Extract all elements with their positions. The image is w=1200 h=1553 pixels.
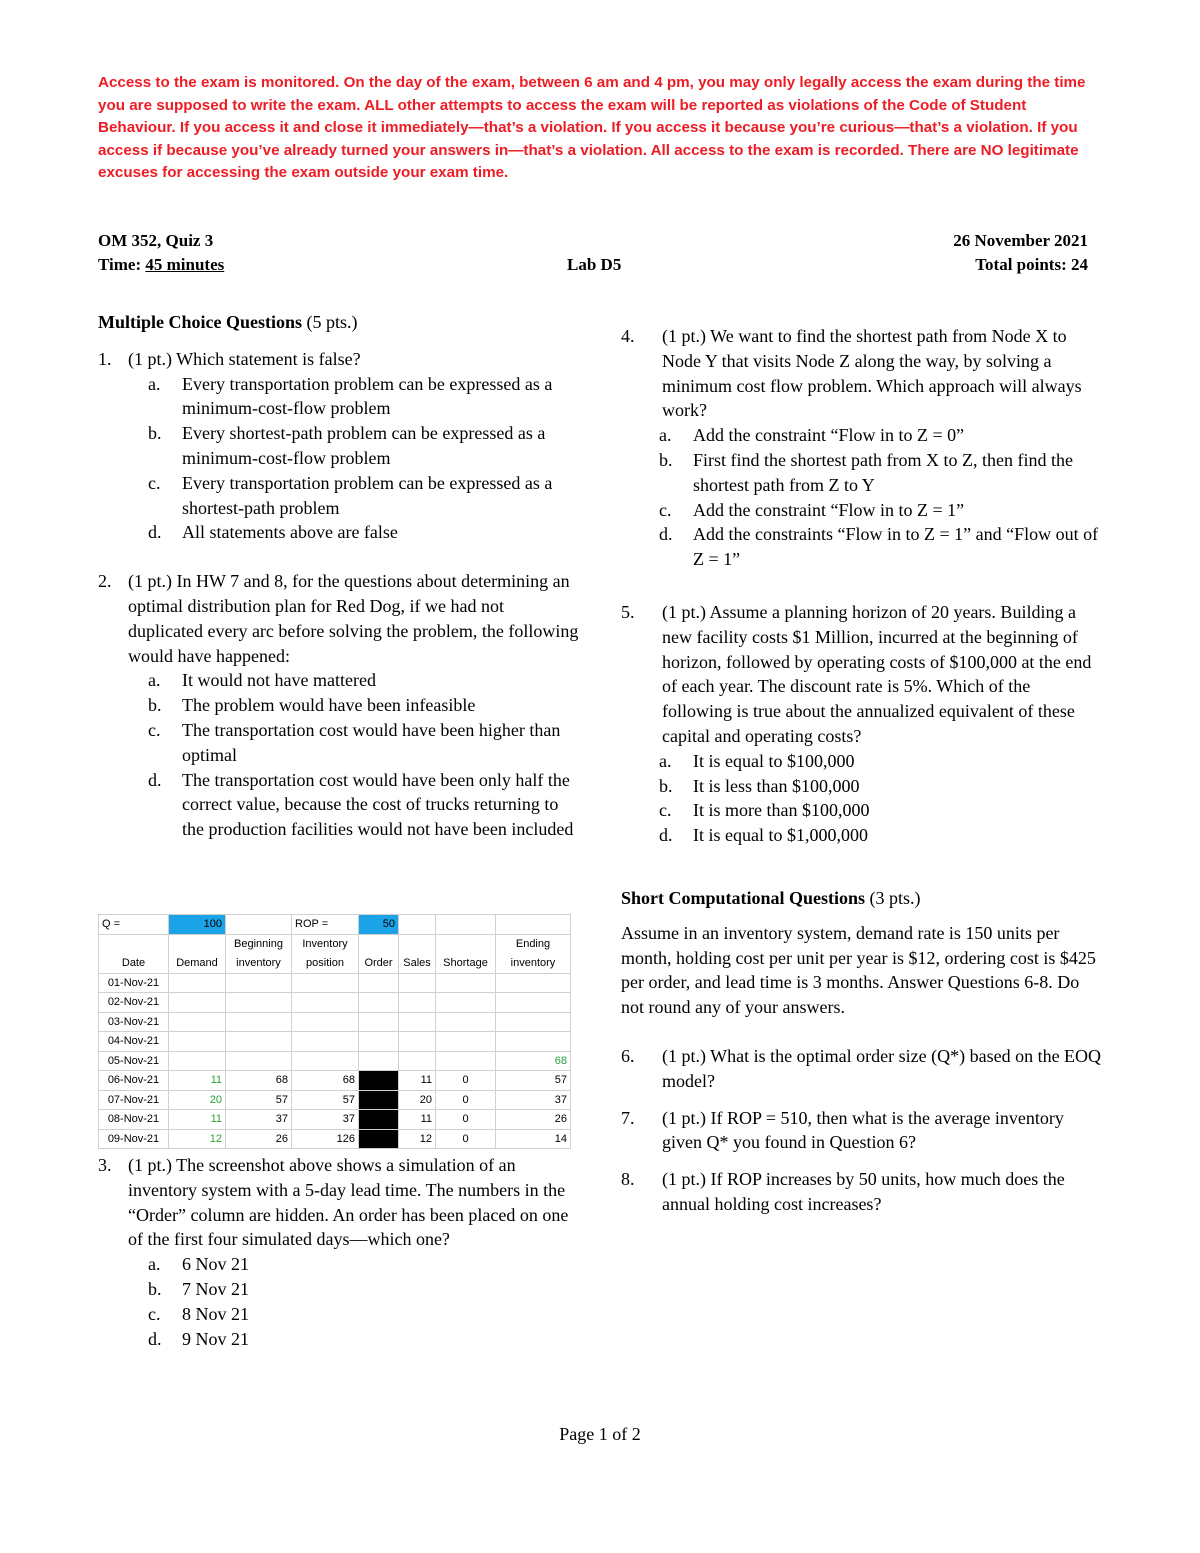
col-header: Date <box>99 934 169 973</box>
option-text: Every shortest-path problem can be expressed as a minimum-cost-flow problem <box>182 423 546 468</box>
page-number: Page 1 of 2 <box>559 1424 641 1444</box>
question-2-options <box>98 668 583 842</box>
col-header: Ending inventory <box>496 934 571 973</box>
sim-cell-end: 37 <box>496 1090 571 1110</box>
question-5 <box>621 600 1103 749</box>
option-letter: d. <box>148 769 162 790</box>
option-letter: a. <box>148 1254 161 1275</box>
sim-cell-end <box>496 1032 571 1052</box>
question-1 <box>98 347 583 372</box>
sim-cell-date: 08-Nov-21 <box>99 1110 169 1130</box>
exam-access-warning: Access to the exam is monitored. On the day of the exam, between 6 am and 4 pm, you may only legally access the exam during the time you are supposed to write the exam. ALL other attempts to access the exam will be reported as violations of the Code of Student Behaviour. If you access it and close it immediately—that’s a violation. If you access it because you’re curious—that’s a violation. If you access if because you’ve already turned your answers in—that’s a violation. All access to the exam is recorded. There are NO legitimate excuses for accessing the exam outside your exam time. <box>98 74 1086 182</box>
sim-cell-begin <box>226 1051 292 1071</box>
right-column <box>621 324 1103 1217</box>
sim-cell-begin <box>226 1012 292 1032</box>
option-text: Every transportation problem can be expressed as a shortest-path problem <box>182 472 553 518</box>
question-number: 3. <box>98 1155 112 1175</box>
sim-cell-begin <box>226 1032 292 1052</box>
order-cell-hidden <box>359 1012 399 1032</box>
question-number: 8. <box>621 1169 635 1190</box>
sim-cell-sales <box>399 973 436 993</box>
sim-cell-begin <box>226 973 292 993</box>
course-title: OM 352, Quiz 3 <box>98 231 214 250</box>
sim-cell-date: 03-Nov-21 <box>99 1012 169 1032</box>
sim-cell-short <box>436 993 496 1013</box>
option-letter: b. <box>148 1278 162 1299</box>
option-a <box>98 1252 583 1277</box>
sim-cell-demand <box>169 973 226 993</box>
question-text: (1 pt.) The screenshot above shows a simulation of an inventory system with a 5-day lead time. The numbers in the “Order” column are hidden. An order has been placed on one of the first four simulated days—which one? <box>128 1155 569 1250</box>
option-text: 8 Nov 21 <box>182 1303 249 1324</box>
option-c <box>98 471 583 521</box>
question-number: 1. <box>98 348 112 369</box>
option-a <box>621 749 1103 774</box>
option-c <box>98 1302 583 1327</box>
option-text: Every transportation problem can be expressed as a minimum-cost-flow problem <box>182 373 553 419</box>
sim-cell-sales <box>399 1012 436 1032</box>
option-c <box>621 798 1103 823</box>
quiz-date: 26 November 2021 <box>953 231 1088 250</box>
option-c <box>98 718 583 768</box>
option-text: 9 Nov 21 <box>182 1328 249 1349</box>
question-number: 4. <box>621 326 635 346</box>
q-label: Q = <box>99 915 169 935</box>
question-6 <box>621 1044 1103 1094</box>
sim-cell-demand: 11 <box>169 1110 226 1130</box>
sim-cell-pos <box>292 1012 359 1032</box>
option-text: 7 Nov 21 <box>182 1278 249 1299</box>
sim-cell-begin: 26 <box>226 1129 292 1149</box>
sim-cell-demand <box>169 1032 226 1052</box>
question-text: (1 pt.) In HW 7 and 8, for the questions about determining an optimal distribution plan for Red Dog, if we had not duplicated every arc before solving the problem, the following would have happened: <box>128 571 579 666</box>
option-a <box>98 372 583 422</box>
option-letter: a. <box>148 373 161 394</box>
sim-cell-end: 57 <box>496 1071 571 1091</box>
option-b <box>621 448 1103 498</box>
option-c <box>621 498 1103 523</box>
option-d <box>98 1327 583 1352</box>
sim-cell-sales: 11 <box>399 1110 436 1130</box>
order-cell-hidden <box>359 1051 399 1071</box>
sim-cell-date: 07-Nov-21 <box>99 1090 169 1110</box>
sim-row <box>99 1071 571 1091</box>
sim-row <box>99 1032 571 1052</box>
question-text: (1 pt.) If ROP increases by 50 units, how much does the annual holding cost increases? <box>662 1169 1065 1214</box>
mc-title: Multiple Choice Questions <box>98 312 303 332</box>
option-letter: d. <box>148 1328 162 1349</box>
question-2 <box>98 569 583 668</box>
option-b <box>98 1277 583 1302</box>
question-3-options <box>98 1252 583 1351</box>
option-text: 6 Nov 21 <box>182 1254 249 1275</box>
sim-cell-short <box>436 973 496 993</box>
col-header: Beginning inventory <box>226 934 292 973</box>
sim-cell-begin <box>226 993 292 1013</box>
option-letter: b. <box>659 775 673 796</box>
sim-row <box>99 993 571 1013</box>
option-text: It would not have mattered <box>182 670 376 691</box>
sim-cell-demand <box>169 993 226 1013</box>
option-letter: a. <box>148 670 161 691</box>
sim-cell-end <box>496 973 571 993</box>
sim-cell-sales <box>399 993 436 1013</box>
lab-section: Lab D5 <box>567 255 622 274</box>
option-text: First find the shortest path from X to Z, then find the shortest path from Z to Y <box>693 449 1073 495</box>
option-letter: d. <box>659 524 673 545</box>
question-1-options <box>98 372 583 546</box>
option-text: Add the constraint “Flow in to Z = 1” <box>693 499 965 520</box>
sim-cell-pos <box>292 1051 359 1071</box>
sim-cell-demand: 11 <box>169 1071 226 1091</box>
rop-value: 50 <box>359 915 399 935</box>
sim-row <box>99 1090 571 1110</box>
question-number: 2. <box>98 571 112 592</box>
question-7 <box>621 1106 1103 1156</box>
sim-cell-pos: 57 <box>292 1090 359 1110</box>
sim-cell-demand <box>169 1051 226 1071</box>
sim-cell-date: 05-Nov-21 <box>99 1051 169 1071</box>
sim-cell-date: 02-Nov-21 <box>99 993 169 1013</box>
sim-header-row <box>99 934 571 973</box>
order-cell-hidden <box>359 1071 399 1091</box>
option-text: The transportation cost would have been higher than optimal <box>182 719 561 765</box>
sim-cell-sales: 11 <box>399 1071 436 1091</box>
inventory-simulation-table <box>98 914 571 1149</box>
sim-row <box>99 1110 571 1130</box>
option-d <box>621 522 1103 572</box>
option-text: Add the constraints “Flow in to Z = 1” and “Flow out of Z = 1” <box>693 524 1099 570</box>
sim-cell-end <box>496 1012 571 1032</box>
option-letter: b. <box>659 449 673 470</box>
option-text: It is equal to $100,000 <box>693 750 855 771</box>
option-text: It is more than $100,000 <box>693 800 870 821</box>
question-number: 7. <box>621 1107 635 1128</box>
option-letter: d. <box>659 825 673 846</box>
sim-cell-sales <box>399 1032 436 1052</box>
sim-cell-short: 0 <box>436 1090 496 1110</box>
sim-cell-end <box>496 993 571 1013</box>
sc-title: Short Computational Questions <box>621 887 866 908</box>
sim-cell-date: 06-Nov-21 <box>99 1071 169 1091</box>
option-d <box>621 823 1103 848</box>
rop-label: ROP = <box>292 915 359 935</box>
sim-cell-pos: 68 <box>292 1071 359 1091</box>
left-column-top <box>98 310 583 842</box>
col-header: Demand <box>169 934 226 973</box>
option-letter: d. <box>148 522 162 543</box>
order-cell-hidden <box>359 1129 399 1149</box>
option-letter: c. <box>148 472 161 493</box>
option-text: It is equal to $1,000,000 <box>693 825 868 846</box>
sim-cell-sales <box>399 1051 436 1071</box>
option-b <box>621 774 1103 799</box>
mc-points: (5 pts.) <box>302 312 358 332</box>
option-letter: c. <box>659 499 672 520</box>
option-a <box>621 423 1103 448</box>
sim-cell-begin: 68 <box>226 1071 292 1091</box>
sc-section-heading <box>621 886 1103 911</box>
question-number: 5. <box>621 601 635 622</box>
sim-cell-sales: 12 <box>399 1129 436 1149</box>
sim-cell-short: 0 <box>436 1129 496 1149</box>
option-letter: a. <box>659 425 672 446</box>
option-letter: c. <box>659 800 672 821</box>
sim-cell-begin: 37 <box>226 1110 292 1130</box>
sim-cell-demand <box>169 1012 226 1032</box>
sim-row <box>99 973 571 993</box>
option-text: The transportation cost would have been only half the correct value, because the cost of trucks returning to the production facilities would not have been included <box>182 769 574 840</box>
sim-cell-short <box>436 1051 496 1071</box>
col-header: Inventory position <box>292 934 359 973</box>
sim-cell-pos: 37 <box>292 1110 359 1130</box>
order-cell-hidden <box>359 1032 399 1052</box>
sim-cell-short <box>436 1032 496 1052</box>
sim-cell-pos <box>292 1032 359 1052</box>
question-8 <box>621 1167 1103 1217</box>
sim-cell-pos: 126 <box>292 1129 359 1149</box>
question-4 <box>621 324 1103 423</box>
option-letter: c. <box>148 1303 161 1324</box>
option-text: All statements above are false <box>182 522 398 543</box>
col-header: Shortage <box>436 934 496 973</box>
option-text: It is less than $100,000 <box>693 775 860 796</box>
option-letter: b. <box>148 695 162 716</box>
option-d <box>98 520 583 545</box>
sim-cell-demand: 12 <box>169 1129 226 1149</box>
sim-cell-end: 14 <box>496 1129 571 1149</box>
order-cell-hidden <box>359 1090 399 1110</box>
sim-cell-short: 0 <box>436 1071 496 1091</box>
option-b <box>98 421 583 471</box>
question-4-options <box>621 423 1103 572</box>
time-value: 45 minutes <box>145 255 225 274</box>
sim-cell-end: 68 <box>496 1051 571 1071</box>
option-d <box>98 768 583 842</box>
sim-cell-date: 04-Nov-21 <box>99 1032 169 1052</box>
sim-cell-short <box>436 1012 496 1032</box>
sim-cell-short: 0 <box>436 1110 496 1130</box>
sim-params-row <box>99 915 571 935</box>
question-number: 6. <box>621 1045 635 1066</box>
option-letter: c. <box>148 719 161 740</box>
q-value: 100 <box>169 915 226 935</box>
sim-row <box>99 1051 571 1071</box>
sim-cell-sales: 20 <box>399 1090 436 1110</box>
option-b <box>98 693 583 718</box>
question-text: (1 pt.) Assume a planning horizon of 20 years. Building a new facility costs $1 Million, incurred at the beginning of horizon, followed by operating costs of $100,000 at the end of each year. The discount rate is 5%. Which of the following is true about the annualized equivalent of these capital and operating costs? <box>662 601 1092 746</box>
sim-row <box>99 1129 571 1149</box>
col-header: Order <box>359 934 399 973</box>
sim-cell-pos <box>292 993 359 1013</box>
question-text: (1 pt.) If ROP = 510, then what is the average inventory given Q* you found in Question 6? <box>662 1107 1064 1153</box>
sim-row <box>99 1012 571 1032</box>
question-3 <box>98 1153 583 1252</box>
sim-cell-pos <box>292 973 359 993</box>
option-text: Add the constraint “Flow in to Z = 0” <box>693 425 965 446</box>
mc-section-heading <box>98 310 583 335</box>
option-letter: a. <box>659 750 672 771</box>
sim-cell-date: 09-Nov-21 <box>99 1129 169 1149</box>
option-text: The problem would have been infeasible <box>182 695 476 716</box>
question-text: (1 pt.) Which statement is false? <box>128 348 361 369</box>
col-header: Sales <box>399 934 436 973</box>
option-a <box>98 668 583 693</box>
time-label: Time: <box>98 255 146 274</box>
sc-points: (3 pts.) <box>865 887 921 908</box>
sim-cell-date: 01-Nov-21 <box>99 973 169 993</box>
question-text: (1 pt.) What is the optimal order size (Q*) based on the EOQ model? <box>662 1045 1102 1091</box>
order-cell-hidden <box>359 993 399 1013</box>
question-text: (1 pt.) We want to find the shortest path from Node X to Node Y that visits Node Z along the way, by solving a minimum cost flow problem. Which approach will always work? <box>662 326 1082 421</box>
left-column-bottom <box>98 1153 583 1351</box>
time-limit <box>98 255 224 275</box>
order-cell-hidden <box>359 973 399 993</box>
order-cell-hidden <box>359 1110 399 1130</box>
total-points: Total points: 24 <box>975 255 1088 274</box>
sc-intro: Assume in an inventory system, demand rate is 150 units per month, holding cost per unit per year is $12, ordering cost is $425 per order, and lead time is 3 months. Answer Questions 6-8. Do not round any of your answers. <box>621 922 1096 1018</box>
sim-cell-begin: 57 <box>226 1090 292 1110</box>
sim-cell-demand: 20 <box>169 1090 226 1110</box>
sim-cell-end: 26 <box>496 1110 571 1130</box>
question-5-options <box>621 749 1103 848</box>
option-letter: b. <box>148 423 162 444</box>
